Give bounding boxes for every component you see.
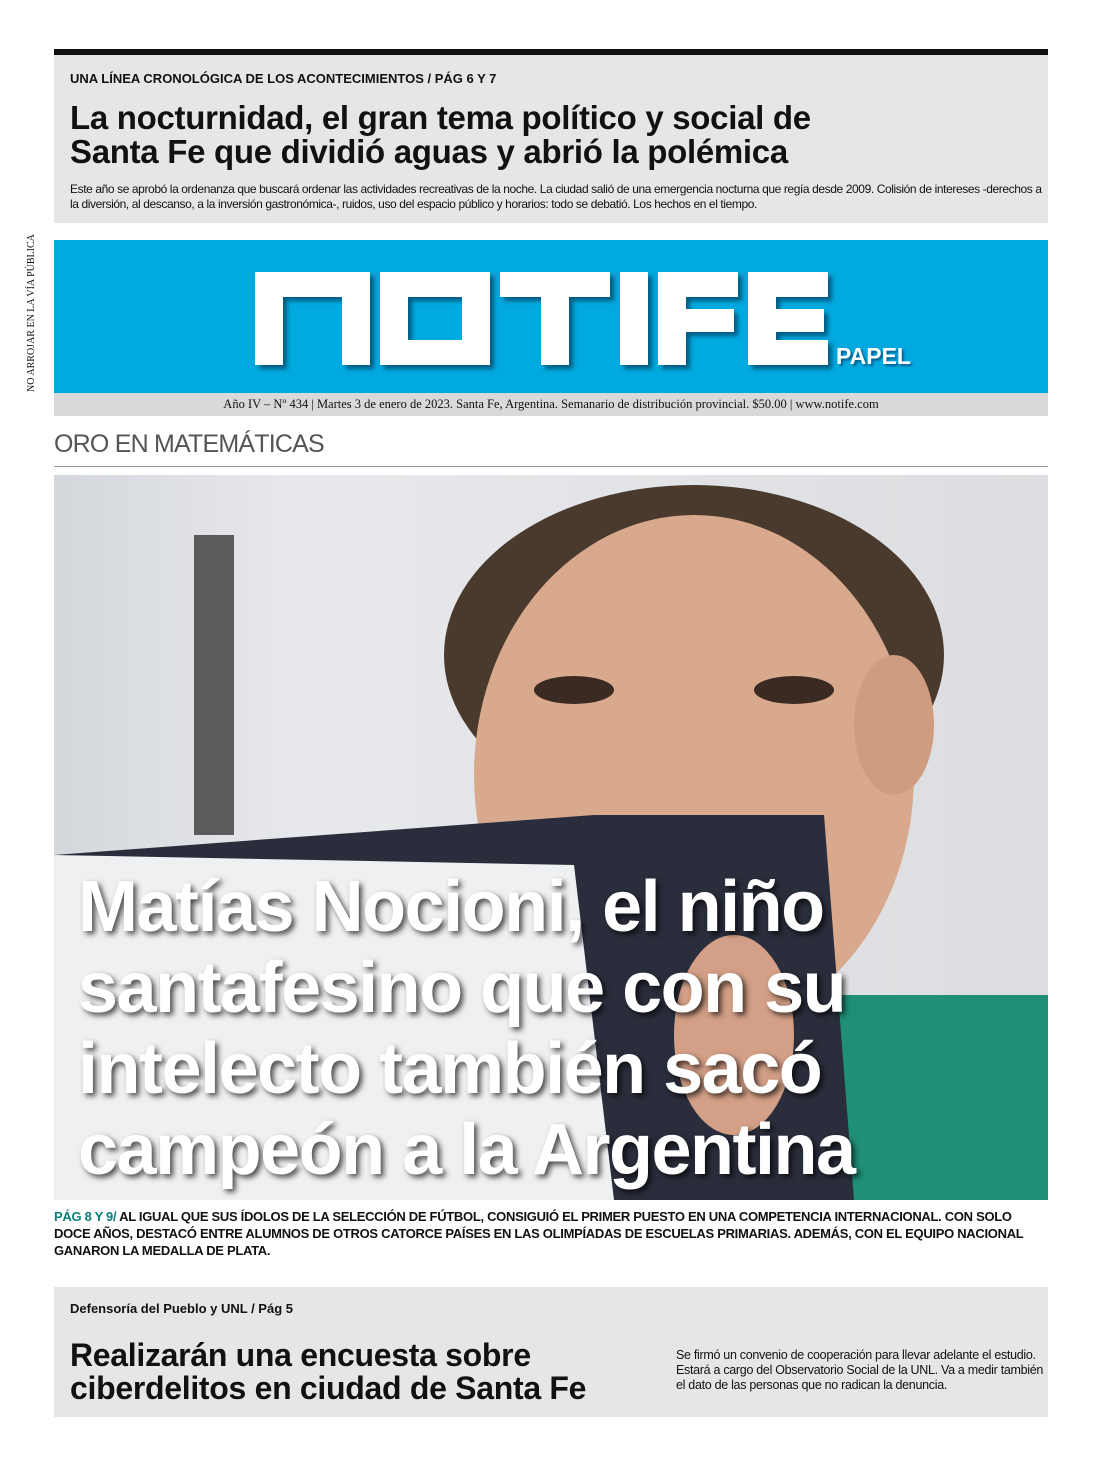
edition-info: Año IV – Nº 434 | Martes 3 de enero de 2023. Santa Fe, Argentina. Semanario de distribución provincial. $50.00 | www.notife.com [54,393,1048,416]
main-story-deck [54,1208,1048,1259]
headline-line: Matías Nocioni, el niño [78,867,824,947]
bottom-story-headline[interactable] [70,1339,586,1405]
bottom-story-lead: Se firmó un convenio de cooperación para llevar adelante el estudio. Estará a cargo del Observatorio Social de la UNL. Va a medir también el dato de las personas que no radican la denuncia. [676,1348,1044,1392]
top-story-kicker: UNA LÍNEA CRONOLÓGICA DE LOS ACONTECIMIENTOS / PÁG 6 Y 7 [70,71,497,86]
headline-line: Realizarán una encuesta sobre [70,1337,531,1373]
bottom-story-box[interactable] [54,1287,1048,1417]
deck-text: AL IGUAL QUE SUS ÍDOLOS DE LA SELECCIÓN DE FÚTBOL, CONSIGUIÓ EL PRIMER PUESTO EN UNA COMPETENCIA INTERNACIONAL. CON SOLO DOCE AÑOS, DESTACÓ ENTRE ALUMNOS DE OTROS CATORCE PAÍSES EN LAS OLIMPÍADAS DE ESCUELAS PRIMARIAS. ADEMÁS, CON EL EQUIPO NACIONAL GANARON LA MEDALLA DE PLATA. [54,1209,1024,1258]
headline-line: santafesino que con su [78,948,846,1028]
top-story-box[interactable] [54,55,1048,223]
headline-line: campeón a la Argentina [78,1110,855,1190]
masthead[interactable] [54,240,1048,393]
headline-line: La nocturnidad, el gran tema político y social de [70,99,811,136]
page-reference[interactable]: PÁG 8 Y 9/ [54,1209,117,1224]
headline-line: ciberdelitos en ciudad de Santa Fe [70,1370,587,1406]
top-story-headline[interactable] [70,101,811,169]
section-divider [54,466,1048,467]
side-notice-text: NO ARROJAR EN LA VÍA PÚBLICA [26,234,37,392]
main-headline[interactable] [78,867,855,1191]
notife-logo [54,240,1048,393]
section-label: ORO EN MATEMÁTICAS [54,430,324,458]
edition-label: PAPEL [836,343,911,369]
bottom-story-kicker: Defensoría del Pueblo y UNL / Pág 5 [70,1301,293,1316]
headline-line: intelecto también sacó [78,1029,822,1109]
headline-line: Santa Fe que dividió aguas y abrió la polémica [70,133,788,170]
main-story-photo[interactable] [54,475,1048,1200]
side-notice [22,220,42,420]
top-story-lead: Este año se aprobó la ordenanza que buscará ordenar las actividades recreativas de la noche. La ciudad salió de una emergencia nocturna que regía desde 2009. Colisión de intereses -derechos a la diversión, al descanso, a la inversión gastronómica-, ruidos, uso del espacio público y horarios: todo se debatió. Los hechos en el tiempo. [70,182,1042,211]
